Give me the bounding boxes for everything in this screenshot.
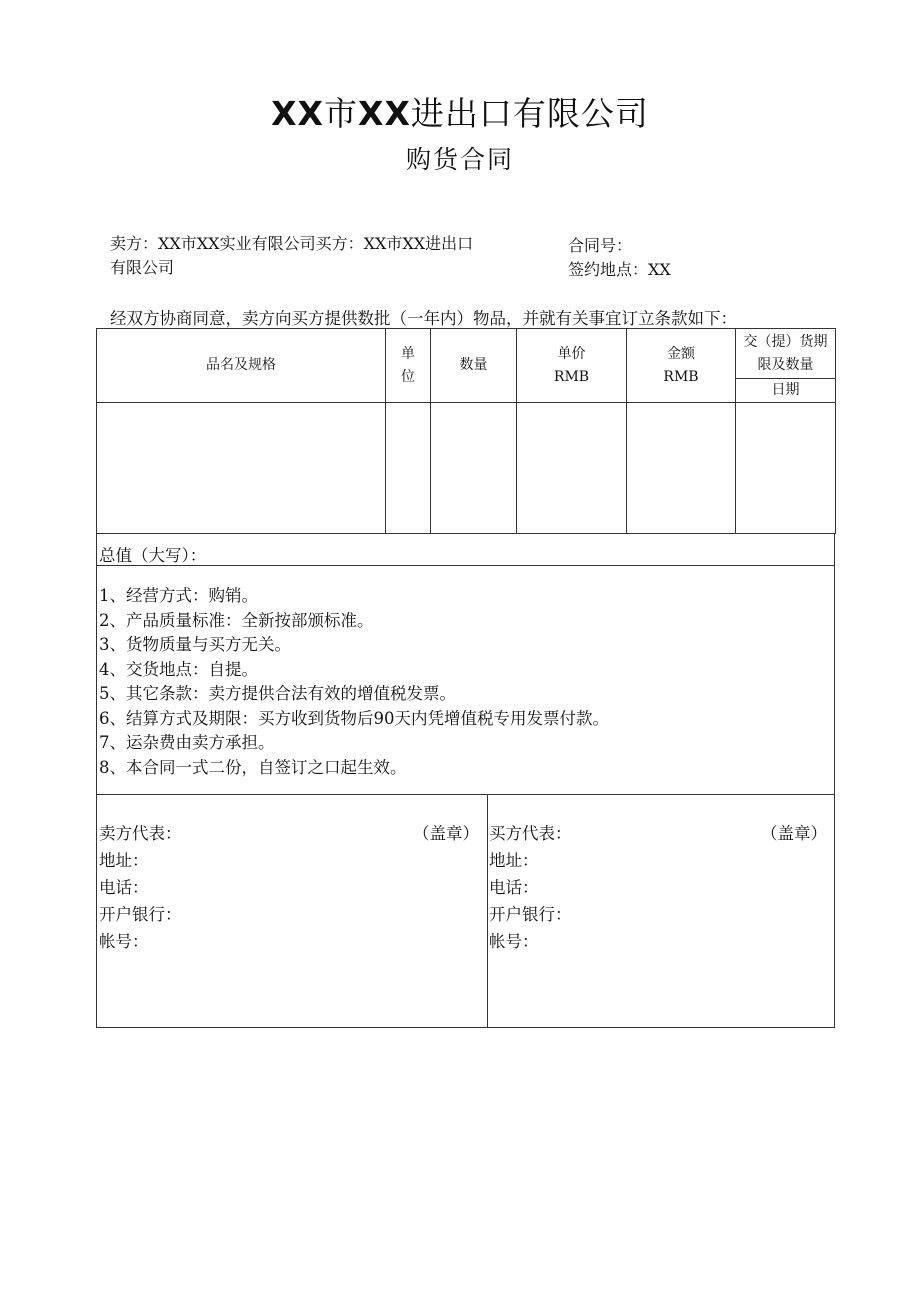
lead-paragraph: 经双方协商同意，卖方向买方提供数批（一年内）物品，并就有关事宜订立条款如下： — [110, 309, 737, 328]
header-unit-price — [517, 329, 627, 403]
header-delivery — [736, 329, 836, 379]
list-item: 8、本合同一式二份，自签订之口起生效。 — [99, 757, 407, 777]
list-item: 3、货物质量与买方无关。 — [99, 635, 291, 654]
parties-line-1: 卖方：XX市XX实业有限公司买方：XX市XX进出口 — [110, 234, 474, 253]
cell-delivery — [736, 403, 836, 534]
seller-phone-label: 电话： — [99, 878, 149, 897]
header-unit-price-1: 单价 — [557, 345, 586, 362]
cell-unit-price — [517, 403, 627, 534]
company-title-tail: 进出口有限公司 — [410, 94, 649, 133]
seller-rep-label: 卖方代表： — [99, 824, 182, 843]
buyer-bank-label: 开户银行： — [489, 905, 572, 924]
total-value-label: 总值（大写）： — [99, 546, 207, 565]
cell-amount — [627, 403, 736, 534]
parties-line-2: 有限公司 — [110, 258, 175, 277]
table-row — [97, 403, 836, 534]
buyer-rep-row — [489, 820, 827, 847]
company-title-xx2: XX — [358, 94, 411, 133]
header-delivery-date: 日期 — [736, 379, 836, 403]
header-quantity: 数量 — [431, 329, 517, 403]
seller-bank-label: 开户银行： — [99, 905, 182, 924]
header-amount — [627, 329, 736, 403]
header-unit — [386, 329, 431, 403]
buyer-account-label: 帐号： — [489, 932, 539, 951]
header-amount-1: 金额 — [667, 345, 695, 362]
buyer-phone-label: 电话： — [489, 878, 539, 897]
seller-signature-fields — [99, 820, 479, 955]
seller-account-label: 帐号： — [99, 932, 149, 951]
buyer-rep-label: 买方代表： — [489, 824, 572, 843]
total-value-box — [96, 533, 835, 566]
company-title — [0, 88, 920, 135]
list-item: 2、产品质量标准：全新按部颁标准。 — [99, 610, 374, 630]
cell-product-name — [97, 403, 386, 534]
contract-number-label: 合同号： — [568, 236, 633, 255]
seller-signature-box — [96, 794, 488, 1028]
table-header-row — [97, 329, 836, 379]
cell-unit — [386, 403, 431, 534]
list-item: 7、运杂费由卖方承担。 — [99, 733, 275, 752]
header-amount-2: RMB — [663, 368, 699, 385]
buyer-signature-box — [487, 794, 835, 1028]
header-unit-1: 单 — [401, 345, 415, 362]
header-delivery-2: 限及数量 — [757, 356, 814, 373]
seller-rep-row — [99, 820, 479, 847]
goods-table — [96, 328, 836, 534]
company-title-xx1: XX — [271, 94, 324, 133]
list-item: 5、其它条款：卖方提供合法有效的增值税发票。 — [99, 684, 456, 703]
header-delivery-1: 交（提）货期 — [743, 333, 828, 350]
company-title-mid: 市 — [324, 94, 358, 133]
list-item: 6、结算方式及期限：买方收到货物后90天内凭增值税专用发票付款。 — [99, 708, 609, 728]
document-title: 购货合同 — [405, 145, 514, 174]
terms-list — [99, 584, 609, 780]
header-product-name: 品名及规格 — [97, 329, 386, 403]
terms-box — [96, 565, 835, 795]
list-item: 1、经营方式：购销。 — [99, 586, 258, 605]
buyer-address-label: 地址： — [489, 851, 539, 870]
header-unit-price-2: RMB — [553, 368, 590, 385]
header-unit-2: 位 — [401, 368, 415, 385]
buyer-signature-fields — [489, 820, 827, 955]
seller-seal-label: （盖章） — [413, 824, 479, 843]
seller-address-label: 地址： — [99, 851, 149, 870]
sign-place-label: 签约地点：XX — [568, 260, 671, 279]
list-item: 4、交货地点：自提。 — [99, 659, 258, 679]
buyer-seal-label: （盖章） — [761, 824, 827, 843]
cell-quantity — [431, 403, 517, 534]
